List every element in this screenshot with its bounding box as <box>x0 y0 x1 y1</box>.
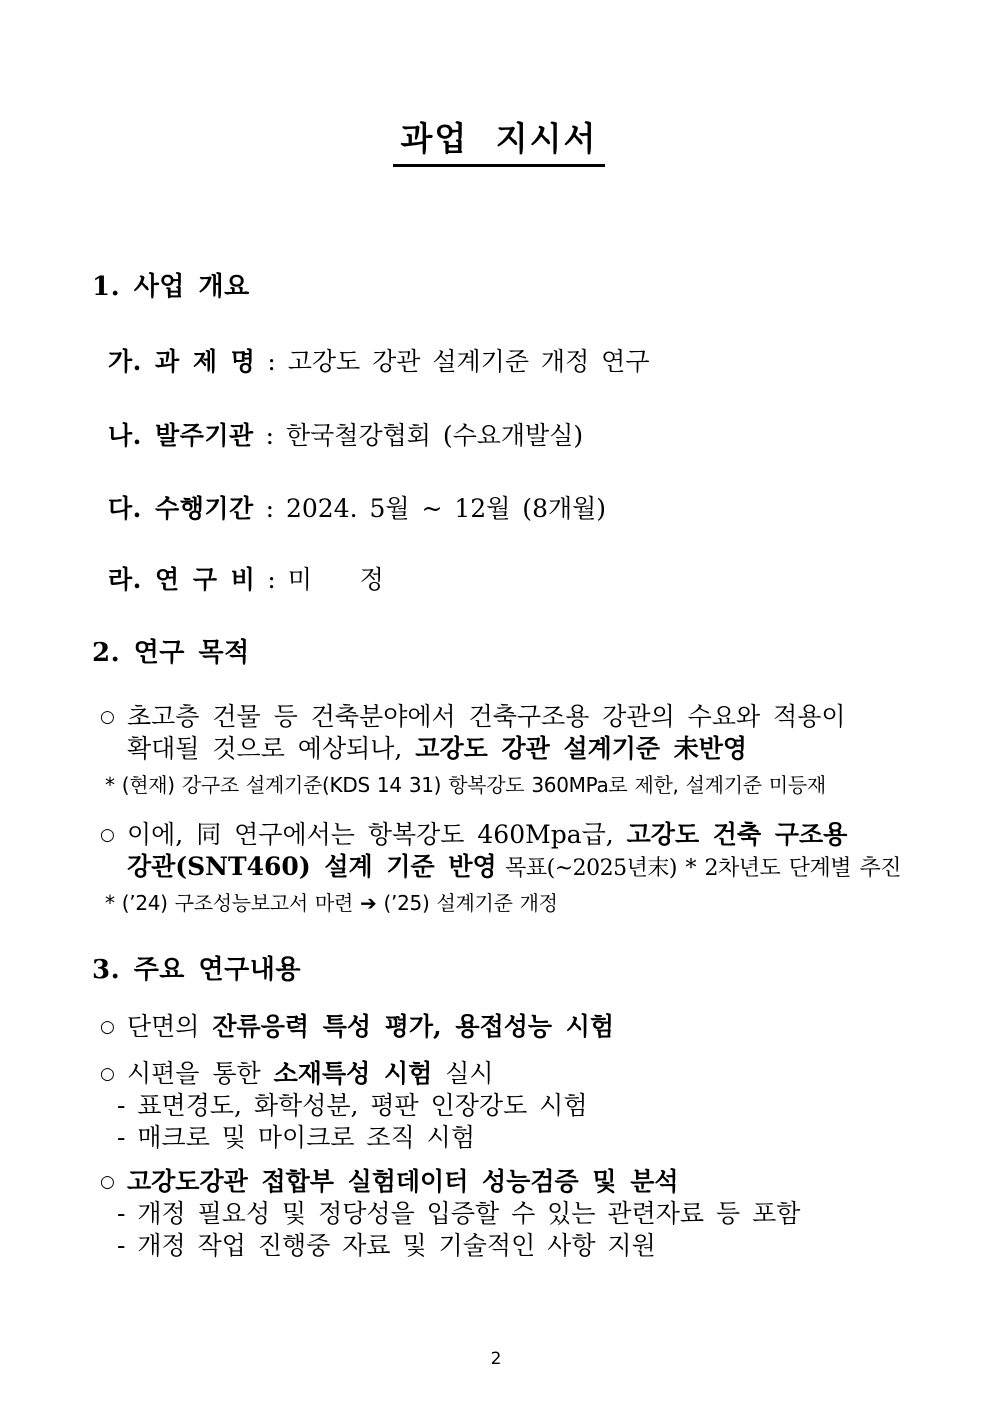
circle-bullet-icon: ○ <box>100 1064 115 1084</box>
field-ordering-agency <box>108 419 906 452</box>
section-3-heading: 3. 주요 연구내용 <box>92 955 301 985</box>
sub-item-surface-hardness: - 표면경도, 화학성분, 평판 인장강도 시험 <box>117 1091 588 1120</box>
text-line: 고강도강관 접합부 실험데이터 성능검증 및 분석 <box>127 1167 679 1196</box>
circle-bullet-icon: ○ <box>100 825 115 845</box>
bullet-text <box>127 701 906 765</box>
field-value: : 2024. 5월 ~ 12월 (8개월) <box>253 494 607 523</box>
field-project-name <box>108 345 906 378</box>
sub-item-macro-micro: - 매크로 및 마이크로 조직 시험 <box>117 1123 475 1152</box>
bullet-text <box>127 1166 906 1198</box>
document-title: 과업 지시서 <box>393 119 606 167</box>
field-value: : 한국철강협회 (수요개발실) <box>253 421 584 450</box>
bullet-demand-expansion <box>100 701 906 765</box>
section-1-heading: 1. 사업 개요 <box>92 272 250 302</box>
sub-item-justification: - 개정 필요성 및 정당성을 입증할 수 있는 관련자료 등 포함 <box>117 1199 801 1228</box>
bullet-material-test <box>100 1058 906 1090</box>
bullet-reflection-goal <box>100 819 906 885</box>
bullet-text <box>127 1058 906 1090</box>
text-line: 확대될 것으로 예상되나, 고강도 강관 설계기준 未반영 <box>127 734 748 763</box>
text-line: 초고층 건물 등 건축분야에서 건축구조용 강관의 수요와 적용이 <box>127 702 846 731</box>
bullet-residual-stress <box>100 1011 906 1043</box>
field-period <box>108 492 906 525</box>
field-budget <box>108 563 906 596</box>
circle-bullet-icon: ○ <box>100 1172 115 1192</box>
bullet-joint-verification <box>100 1166 906 1198</box>
sub-item-revision-support: - 개정 작업 진행중 자료 및 기술적인 사항 지원 <box>117 1231 656 1260</box>
document-title-wrap <box>92 119 906 167</box>
footnote-current-standard: * (현재) 강구조 설계기준(KDS 14 31) 항복강도 360MPa로 제한, 설계기준 미등재 <box>105 773 826 797</box>
text-line: 시편을 통한 소재특성 시험 실시 <box>127 1059 494 1088</box>
text-line: 강관(SNT460) 설계 기준 반영 목표(~2025년末) * 2차년도 단계별 추진 <box>127 852 901 881</box>
text-line: 이에, 同 연구에서는 항복강도 460Mpa급, 고강도 건축 구조용 <box>127 820 848 849</box>
field-label: 라. 연 구 비 <box>108 565 256 594</box>
bullet-text <box>127 1011 906 1043</box>
field-label: 다. 수행기간 <box>108 494 254 523</box>
field-label: 가. 과 제 명 <box>108 347 256 376</box>
section-2-heading: 2. 연구 목적 <box>92 638 250 668</box>
field-value: : 고강도 강관 설계기준 개정 연구 <box>255 347 650 376</box>
circle-bullet-icon: ○ <box>100 707 115 727</box>
circle-bullet-icon: ○ <box>100 1017 115 1037</box>
field-label: 나. 발주기관 <box>108 421 254 450</box>
text-line: 단면의 잔류응력 특성 평가, 용접성능 시험 <box>127 1012 615 1041</box>
footnote-yearly-plan: * (’24) 구조성능보고서 마련 ➔ (’25) 설계기준 개정 <box>105 891 558 915</box>
bullet-text <box>127 819 906 885</box>
field-value: : 미 정 <box>255 565 384 594</box>
page-number: 2 <box>490 1349 502 1369</box>
